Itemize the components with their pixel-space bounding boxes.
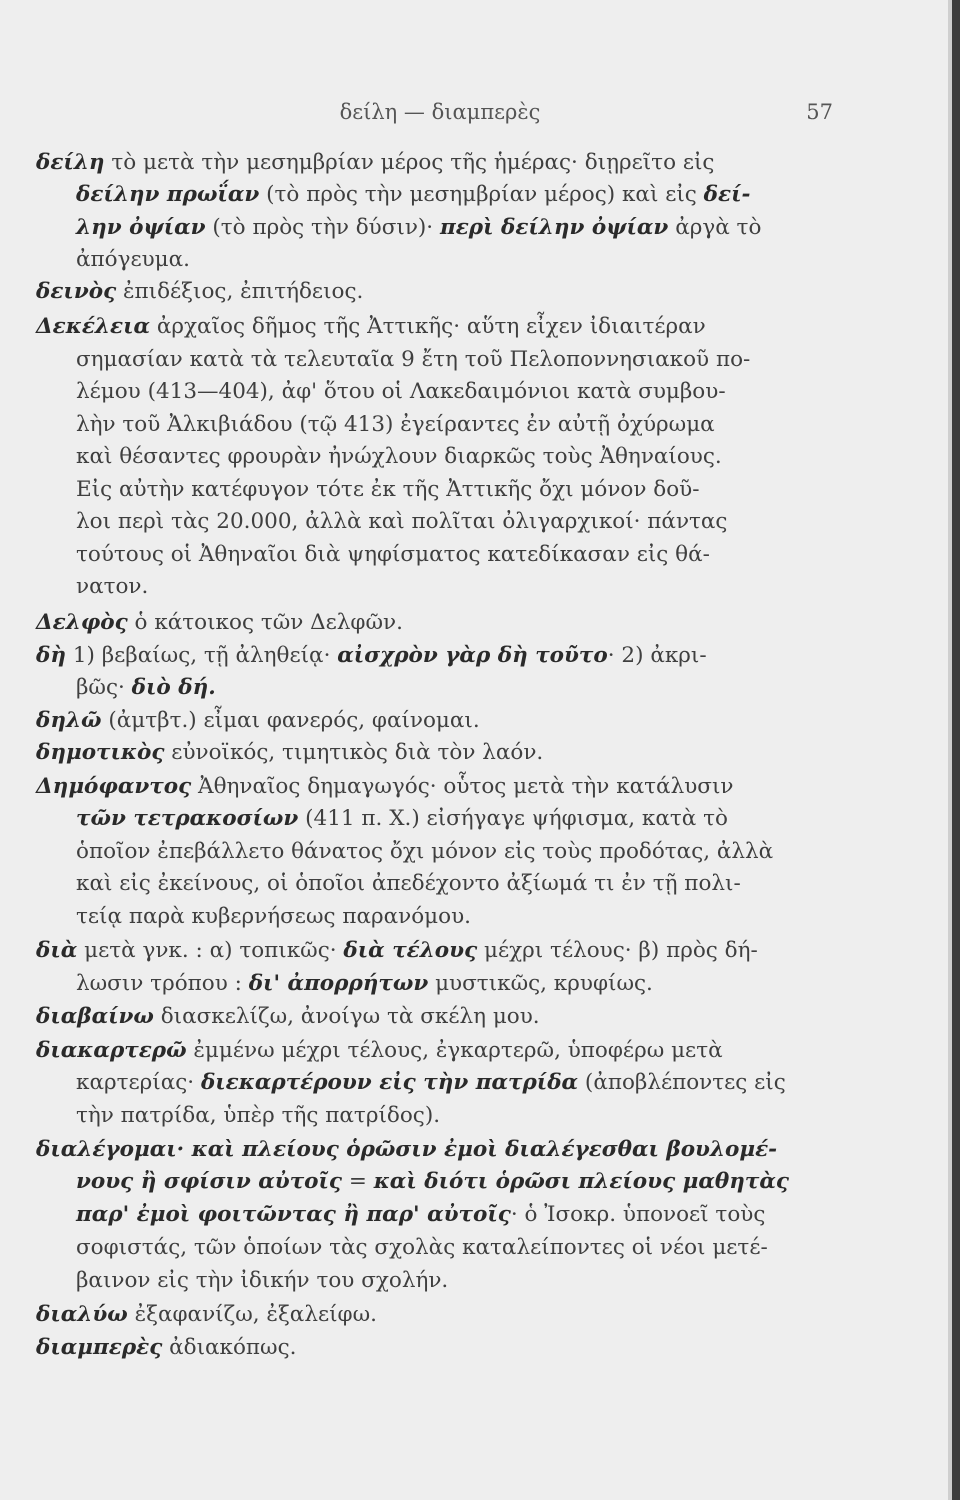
headword: νους ἢ σφίσιν αὐτοῖς (76, 1169, 342, 1194)
definition-text: λέμου (413—404), ἀφ' ὅτου οἱ Λακεδαιμόνιοι κατὰ συμβου- (76, 379, 726, 404)
definition-text: καρτερίας· (76, 1070, 201, 1095)
definition-text: εὐνοϊκός, τιμητικὸς διὰ τὸν λαόν. (164, 740, 544, 765)
text-line (36, 314, 706, 339)
headword: παρ' ἐμοὶ φοιτῶντας ἢ παρ' αὐτοῖς (76, 1202, 511, 1227)
text-line (76, 1070, 786, 1095)
headword: αἰσχρὸν γὰρ δὴ τοῦτο (337, 643, 608, 668)
definition-text: μετὰ γνκ. : α) τοπικῶς· (77, 938, 344, 963)
definition-text: καὶ θέσαντες φρουρὰν ἠνώχλουν διαρκῶς τοὺς Ἀθηναίους. (76, 444, 722, 469)
text-line (76, 675, 216, 700)
headword: διαλέγομαι· καὶ πλείους ὁρῶσιν ἐμοὶ διαλέγεσθαι βουλομέ- (36, 1137, 778, 1162)
definition-text: σημασίαν κατὰ τὰ τελευταῖα 9 ἔτη τοῦ Πελοποννησιακοῦ πο- (76, 347, 751, 372)
text-line (76, 182, 750, 207)
text-line (76, 509, 727, 534)
headword: καὶ διότι ὁρῶσι πλείους μαθητὰς (373, 1169, 790, 1194)
headword: δείλην πρωΐαν (76, 182, 260, 207)
definition-text: ἐξαφανίζω, ἐξαλείφω. (127, 1302, 377, 1327)
headword: δεινὸς (36, 279, 117, 304)
headword: Δεκέλεια (36, 314, 151, 339)
text-line (76, 839, 773, 864)
definition-text: ἐμμένω μέχρι τέλους, ἐγκαρτερῶ, ὑποφέρω μετὰ (186, 1038, 723, 1063)
definition-text: τούτους οἱ Ἀθηναῖοι διὰ ψηφίσματος κατεδίκασαν εἰς θά- (76, 542, 710, 567)
text-line (76, 871, 741, 896)
headword: διαλύω (36, 1302, 128, 1327)
definition-text: ὁ κάτοικος τῶν Δελφῶν. (127, 610, 403, 635)
headword: διαβαίνω (36, 1004, 154, 1029)
header-title: δείλη — διαμπερὲς (339, 100, 541, 124)
definition-text: καὶ εἰς ἐκείνους, οἱ ὁποῖοι ἀπεδέχοντο ἀξίωμά τι ἐν τῇ πολι- (76, 871, 741, 896)
headword: περὶ δείλην ὀψίαν (439, 215, 669, 240)
definition-text: μυστικῶς, κρυφίως. (428, 971, 653, 996)
text-line (36, 1038, 723, 1063)
text-line (76, 347, 750, 372)
text-line (76, 444, 722, 469)
headword: τῶν τετρακοσίων (76, 806, 299, 831)
definition-text: (411 π. Χ.) εἰσήγαγε ψήφισμα, κατὰ τὸ (298, 806, 728, 831)
text-line (76, 1202, 765, 1227)
text-line (36, 938, 758, 963)
definition-text: νατον. (76, 574, 149, 599)
headword: δὴ (36, 643, 66, 668)
text-line (76, 1268, 448, 1293)
text-line (36, 740, 543, 765)
text-line (36, 774, 733, 799)
text-line (76, 215, 761, 240)
definition-text: τὸ μετὰ τὴν μεσημβρίαν μέρος τῆς ἡμέρας· διῃρεῖτο εἰς (104, 150, 715, 175)
definition-text: Ἀθηναῖος δημαγωγός· οὗτος μετὰ τὴν κατάλυσιν (191, 774, 734, 799)
headword: διαμπερὲς (36, 1335, 163, 1360)
headword: Δελφὸς (36, 610, 128, 635)
scan-edge (952, 0, 960, 1500)
headword: διὸ δή. (131, 675, 216, 700)
headword: Δημόφαντος (36, 774, 192, 799)
definition-text: ἀρχαῖος δῆμος τῆς Ἀττικῆς· αὕτη εἶχεν ἰδιαιτέραν (150, 314, 706, 339)
definition-text: Εἰς αὐτὴν κατέφυγον τότε ἐκ τῆς Ἀττικῆς ὄχι μόνον δοῦ- (76, 477, 700, 502)
text-line (76, 247, 190, 272)
text-line (36, 1137, 777, 1162)
definition-text: μέχρι τέλους· β) πρὸς δή- (477, 938, 758, 963)
definition-text: τείᾳ παρὰ κυβερνήσεως παρανόμου. (76, 904, 471, 929)
text-line (36, 643, 707, 668)
headword: δι' ἀπορρήτων (248, 971, 429, 996)
text-line (76, 574, 148, 599)
text-line (76, 477, 699, 502)
definition-text: βῶς· (76, 675, 132, 700)
text-line (76, 379, 726, 404)
definition-text: λωσιν τρόπου : (76, 971, 249, 996)
text-line (76, 542, 710, 567)
text-line (76, 971, 653, 996)
definition-text: ἀργὰ τὸ (668, 215, 762, 240)
definition-text: (τὸ πρὸς τὴν δύσιν)· (205, 215, 440, 240)
headword: δηλῶ (36, 708, 102, 733)
definition-text: ἀπόγευμα. (76, 247, 190, 272)
headword: δείλη (36, 150, 105, 175)
headword: διὰ (36, 938, 78, 963)
definition-text: τὴν πατρίδα, ὑπὲρ τῆς πατρίδος). (76, 1103, 441, 1128)
headword: διεκαρτέρουν εἰς τὴν πατρίδα (200, 1070, 579, 1095)
text-line (76, 412, 715, 437)
definition-text: (ἀμτβτ.) εἶμαι φανερός, φαίνομαι. (101, 708, 480, 733)
definition-text: λοι περὶ τὰς 20.000, ἀλλὰ καὶ πολῖται ὀλιγαρχικοί· πάντας (76, 509, 728, 534)
definition-text: · 2) ἀκρι- (607, 643, 707, 668)
text-line (76, 1169, 789, 1194)
text-line (36, 150, 714, 175)
headword: λην ὀψίαν (76, 215, 206, 240)
definition-text: διασκελίζω, ἀνοίγω τὰ σκέλη μου. (153, 1004, 540, 1029)
headword: δεί- (703, 182, 751, 207)
text-line (36, 708, 480, 733)
headword: διακαρτερῶ (36, 1038, 187, 1063)
text-line (36, 1302, 377, 1327)
text-line (76, 1235, 768, 1260)
text-line (36, 1004, 540, 1029)
running-header (0, 100, 948, 134)
text-line (36, 610, 403, 635)
definition-text: (τὸ πρὸς τὴν μεσημβρίαν μέρος) καὶ εἰς (259, 182, 704, 207)
definition-text: σοφιστάς, τῶν ὁποίων τὰς σχολὰς καταλείποντες οἱ νέοι μετέ- (76, 1235, 768, 1260)
text-line (76, 904, 471, 929)
headword: διὰ τέλους (343, 938, 478, 963)
text-line (36, 1335, 296, 1360)
text-line (36, 279, 363, 304)
definition-text: 1) βεβαίως, τῇ ἀληθείᾳ· (65, 643, 338, 668)
definition-text: = (342, 1169, 374, 1194)
text-line (76, 806, 728, 831)
definition-text: ἐπιδέξιος, ἐπιτήδειος. (116, 279, 364, 304)
definition-text: ἀδιακόπως. (162, 1335, 297, 1360)
definition-text: · ὁ Ἰσοκρ. ὑπονοεῖ τοὺς (510, 1202, 766, 1227)
text-line (76, 1103, 440, 1128)
definition-text: (ἀποβλέποντες εἰς (578, 1070, 786, 1095)
definition-text: λὴν τοῦ Ἀλκιβιάδου (τῷ 413) ἐγείραντες ἐν αὐτῇ ὀχύρωμα (76, 412, 715, 437)
page-number: 57 (806, 100, 833, 124)
definition-text: βαινον εἰς τὴν ἰδικήν του σχολήν. (76, 1268, 449, 1293)
headword: δημοτικὸς (36, 740, 165, 765)
definition-text: ὁποῖον ἐπεβάλλετο θάνατος ὄχι μόνον εἰς τοὺς προδότας, ἀλλὰ (76, 839, 774, 864)
